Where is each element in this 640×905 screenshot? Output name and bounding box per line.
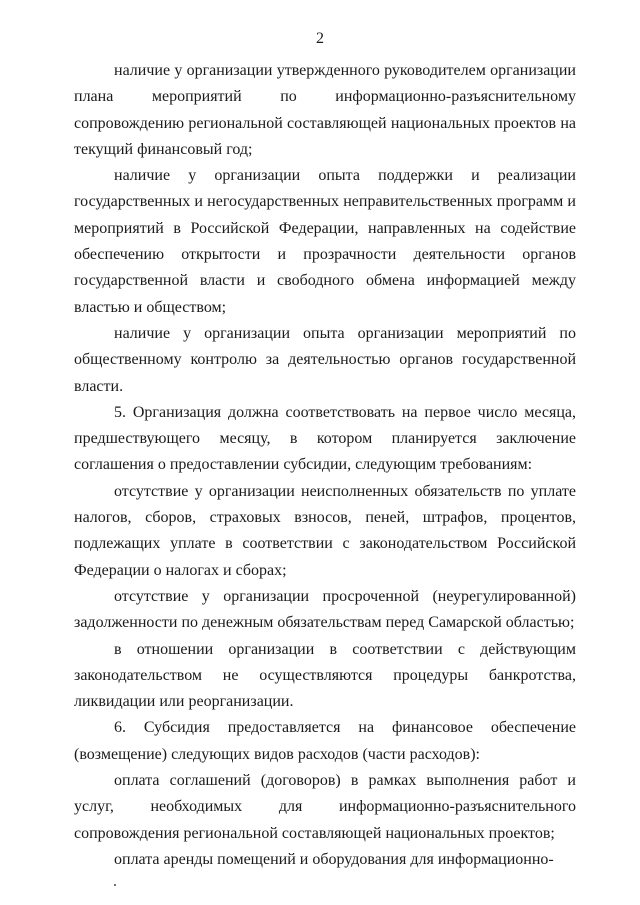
paragraph-experience-control: наличие у организации опыта организации мероприятий по общественному контролю за деятельностью органов государственной власти. bbox=[74, 324, 576, 395]
scan-speck bbox=[114, 884, 116, 886]
document-body bbox=[74, 58, 576, 873]
paragraph-rent-payment: оплата аренды помещений и оборудования для информационно- bbox=[114, 850, 554, 868]
clause-6: 6. Субсидия предоставляется на финансовое обеспечение (возмещение) следующих видов расходов (части расходов): bbox=[74, 719, 576, 763]
paragraph-contract-payment: оплата соглашений (договоров) в рамках выполнения работ и услуг, необходимых для информационно-разъяснительного сопровождения региональной составляющей национальных проектов; bbox=[74, 772, 576, 842]
paragraph-no-tax-debt: отсутствие у организации неисполненных обязательств по уплате налогов, сборов, страховых взносов, пеней, штрафов, процентов, подлежащих уплате в соответствии с законодательством Российской Федерации о налогах и сборах; bbox=[74, 482, 576, 579]
clause-5: 5. Организация должна соответствовать на первое число месяца, предшествующего месяцу, в котором планируется заключение соглашения о предоставлении субсидии, следующим требованиям: bbox=[74, 403, 576, 474]
paragraph-experience-support: наличие у организации опыта поддержки и реализации государственных и негосударственных неправительственных программ и мероприятий в Российской Федерации, направленных на содействие обеспечению открытости и прозрачности деятельности органов государственной власти и свободного обмена информацией между властью и обществом; bbox=[74, 167, 576, 316]
paragraph-no-overdue-debt: отсутствие у организации просроченной (неурегулированной) задолженности по денежным обязательствам перед Самарской областью; bbox=[74, 587, 576, 632]
paragraph-no-bankruptcy: в отношении организации в соответствии с действующим законодательством не осуществляются процедуры банкротства, ликвидации или реорганизации. bbox=[74, 640, 576, 711]
page-number: 2 bbox=[316, 30, 324, 47]
paragraph-plan: наличие у организации утвержденного руководителем организации плана мероприятий по информационно-разъяснительному сопровождению региональной составляющей национальных проектов на текущий финансовый год; bbox=[74, 62, 576, 158]
